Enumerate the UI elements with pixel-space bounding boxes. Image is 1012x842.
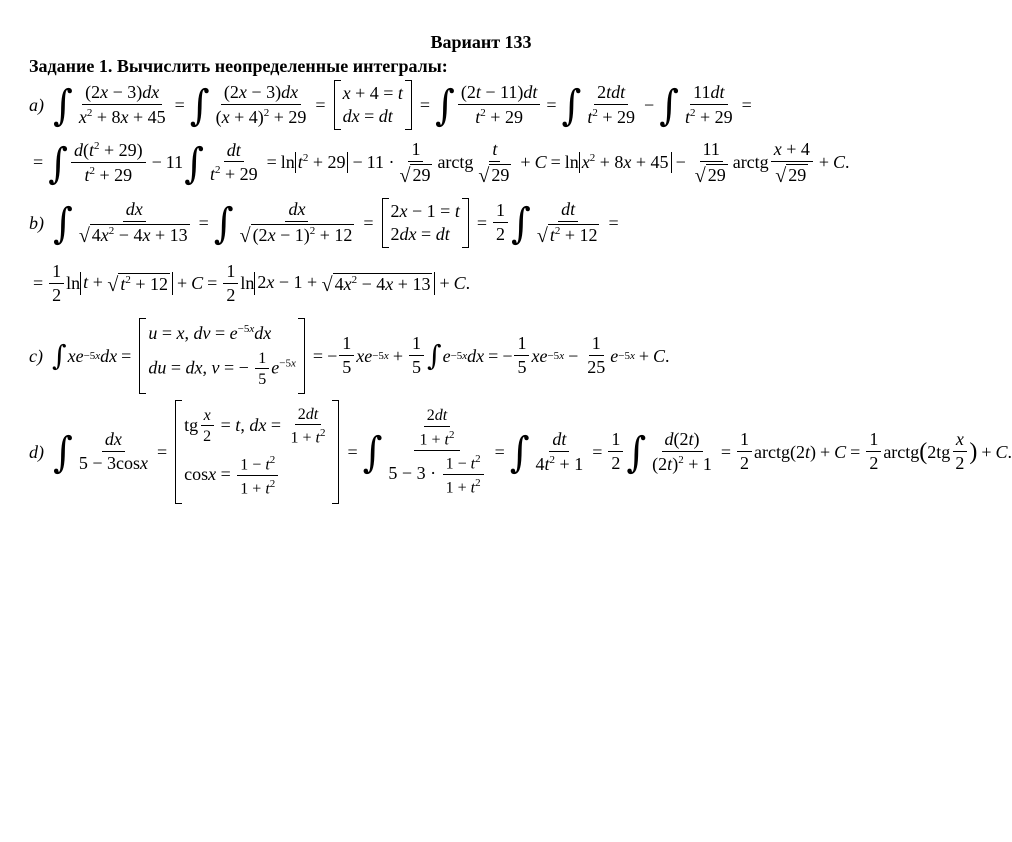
label-c: c): [29, 345, 43, 366]
solution-c: c) ∫ xe −5x dx = u = x, dv = $e^{-5x}dx$ du = dx, v = − $\frac{1}{5}$ $e^{-5x}$ = − $\frac{1}{5}$ xe −5x + $\frac{1}{5}$ ∫ e −5x dx = − $\frac{1}{5}$ xe −5x − $\frac{1}{25}$ e −5x + C .: [29, 318, 670, 394]
solution-b-line2: = $\frac{1}{2}$ ln t + √ $t^2 + 12$ + C = $\frac{1}{2}$ ln 2x − 1 + √ $4x^2 - 4x + 13$ + C .: [33, 261, 471, 305]
solution-a-line1: a) ∫ $\frac{(2x - 3)dx}{x^2 + 8x + 45}$ = ∫ $\frac{(2x - 3)dx}{(x + 4)^2 + 29}$ = x + 4 = t dx = dt = ∫ $\frac{(2t - 11)dt}{t^2 + 29}$ = ∫ $\frac{\text{2tdt}}{t^2 + 29}$ − ∫ $\frac{11dt}{t^2 + 29}$ =: [29, 80, 752, 130]
variant-title: Вариант 133: [430, 32, 532, 52]
label-b: b): [29, 212, 44, 233]
label-d: d): [29, 441, 44, 462]
solution-d: d) ∫ $\frac{dx}{5 - 3\cos x}$ = tg $\frac{x}{2}$ = t, dx = $\frac{2dt}{1 + t^2}$ cosx = $\frac{1 - t^2}{1 + t^2}$ = ∫ $\frac{2dt}{1 + t^2}$ 5 − 3 · $\frac{1 - t^2}{1 + t^2}$ = ∫ $\frac{dt}{4t^2 + 1}$ = $\frac{1}{2}$ ∫ $\frac{d(2t)}{(2t)^2 + 1}$ = $\frac{1}{2}$ arctg(2 t ) + C = $\frac{1}{2}$ arctg ( 2tg $\frac{x}{2}$ ) + C .: [29, 400, 1012, 504]
task-heading: Задание 1. Вычислить неопределенные интегралы:: [29, 56, 448, 76]
solution-b-line1: b) ∫ dx √ $4x^2 - 4x + 13$ = ∫ dx √ $(2x - 1)^2 + 12$ = 2x − 1 = t 2dx = dt = $\frac{1}{2}$ ∫ dt √ $t^2 + 12$ =: [29, 198, 619, 248]
label-a: a): [29, 94, 44, 115]
solution-a-line2: = ∫ $\frac{d(t^2 + 29)}{t^2 + 29}$ − 11 ∫ $\frac{dt}{t^2 + 29}$ = ln $t^2 + 29$ − 11 · 1 √ 29 arctg t √ 29 + C = ln $x^2 + 8x + 45$ − 11 √ 29 arctg x + 4 √ 29 + C .: [33, 138, 850, 187]
